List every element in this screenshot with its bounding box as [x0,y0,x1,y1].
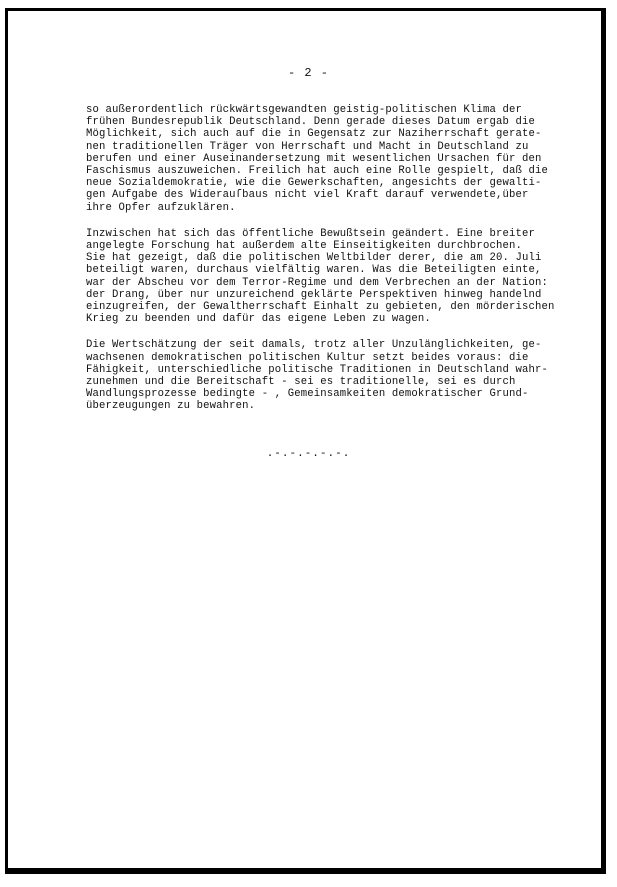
text-line: Wandlungsprozesse bedingte - , Gemeinsamkeiten demokratischer Grund- [86,388,529,401]
text-line: der Drang, über nur unzureichend geklärte Perspektiven hinweg handelnd [86,288,542,301]
document-body [86,104,576,427]
text-line: nen traditionellen Träger von Herrschaft und Macht in Deutschland zu [86,140,529,153]
paragraph-1 [86,104,576,214]
page-number: - 2 - [287,66,329,80]
text-line: beteiligt waren, durchaus vielfältig waren. Was die Beteiligten einte, [86,264,542,277]
text-line: berufen und einer Auseinandersetzung mit wesentlichen Ursachen für den [86,152,542,165]
text-line: Inzwischen hat sich das öffentliche Bewußtsein geändert. Eine breiter [86,227,536,240]
end-mark: .-.-.-.-.-. [266,448,351,460]
text-line: einzugreifen, der Gewaltherrschaft Einhalt zu gebieten, den mörderischen [86,301,555,314]
text-line: neue Sozialdemokratie, wie die Gewerkschaften, angesichts der gewalti- [86,177,542,190]
text-line: Fähigkeit, unterschiedliche politische Traditionen in Deutschland wahr- [86,363,549,376]
text-line: gen Aufgabe des Widerauſbaus nicht viel Kraft darauf verwendete,über [86,189,529,202]
text-line: Krieg zu beenden und dafür das eigene Leben zu wagen. [86,313,431,326]
paragraph-3 [86,339,576,412]
text-line: angelegte Forschung hat außerdem alte Einseitigkeiten durchbrochen. [86,240,522,253]
text-line: wachsenen demokratischen politischen Kultur setzt beides voraus: die [86,351,529,364]
text-line: Sie hat gezeigt, daß die politischen Weltbilder derer, die am 20. Juli [86,252,542,265]
text-line: überzeugungen zu bewahren. [86,400,256,413]
text-line: frühen Bundesrepublik Deutschland. Denn gerade dieses Datum ergab die [86,116,536,129]
text-line: war der Abscheu vor dem Terror-Regime und dem Verbrechen an der Nation: [86,276,549,289]
text-line: so außerordentlich rückwärtsgewandten geistig-politischen Klima der [86,104,522,116]
text-line: Faschismus auszuweichen. Freilich hat auch eine Rolle gespielt, daß die [86,165,549,178]
paragraph-2 [86,228,576,326]
text-line: Möglichkeit, sich auch auf die in Gegensatz zur Naziherrschaft gerate- [86,128,542,141]
text-line: zunehmen und die Bereitschaft - sei es traditionelle, sei es durch [86,376,516,389]
text-line: ihre Opfer aufzuklären. [86,201,236,214]
text-line: Die Wertschätzung der seit damals, trotz aller Unzulänglichkeiten, ge- [86,339,542,352]
